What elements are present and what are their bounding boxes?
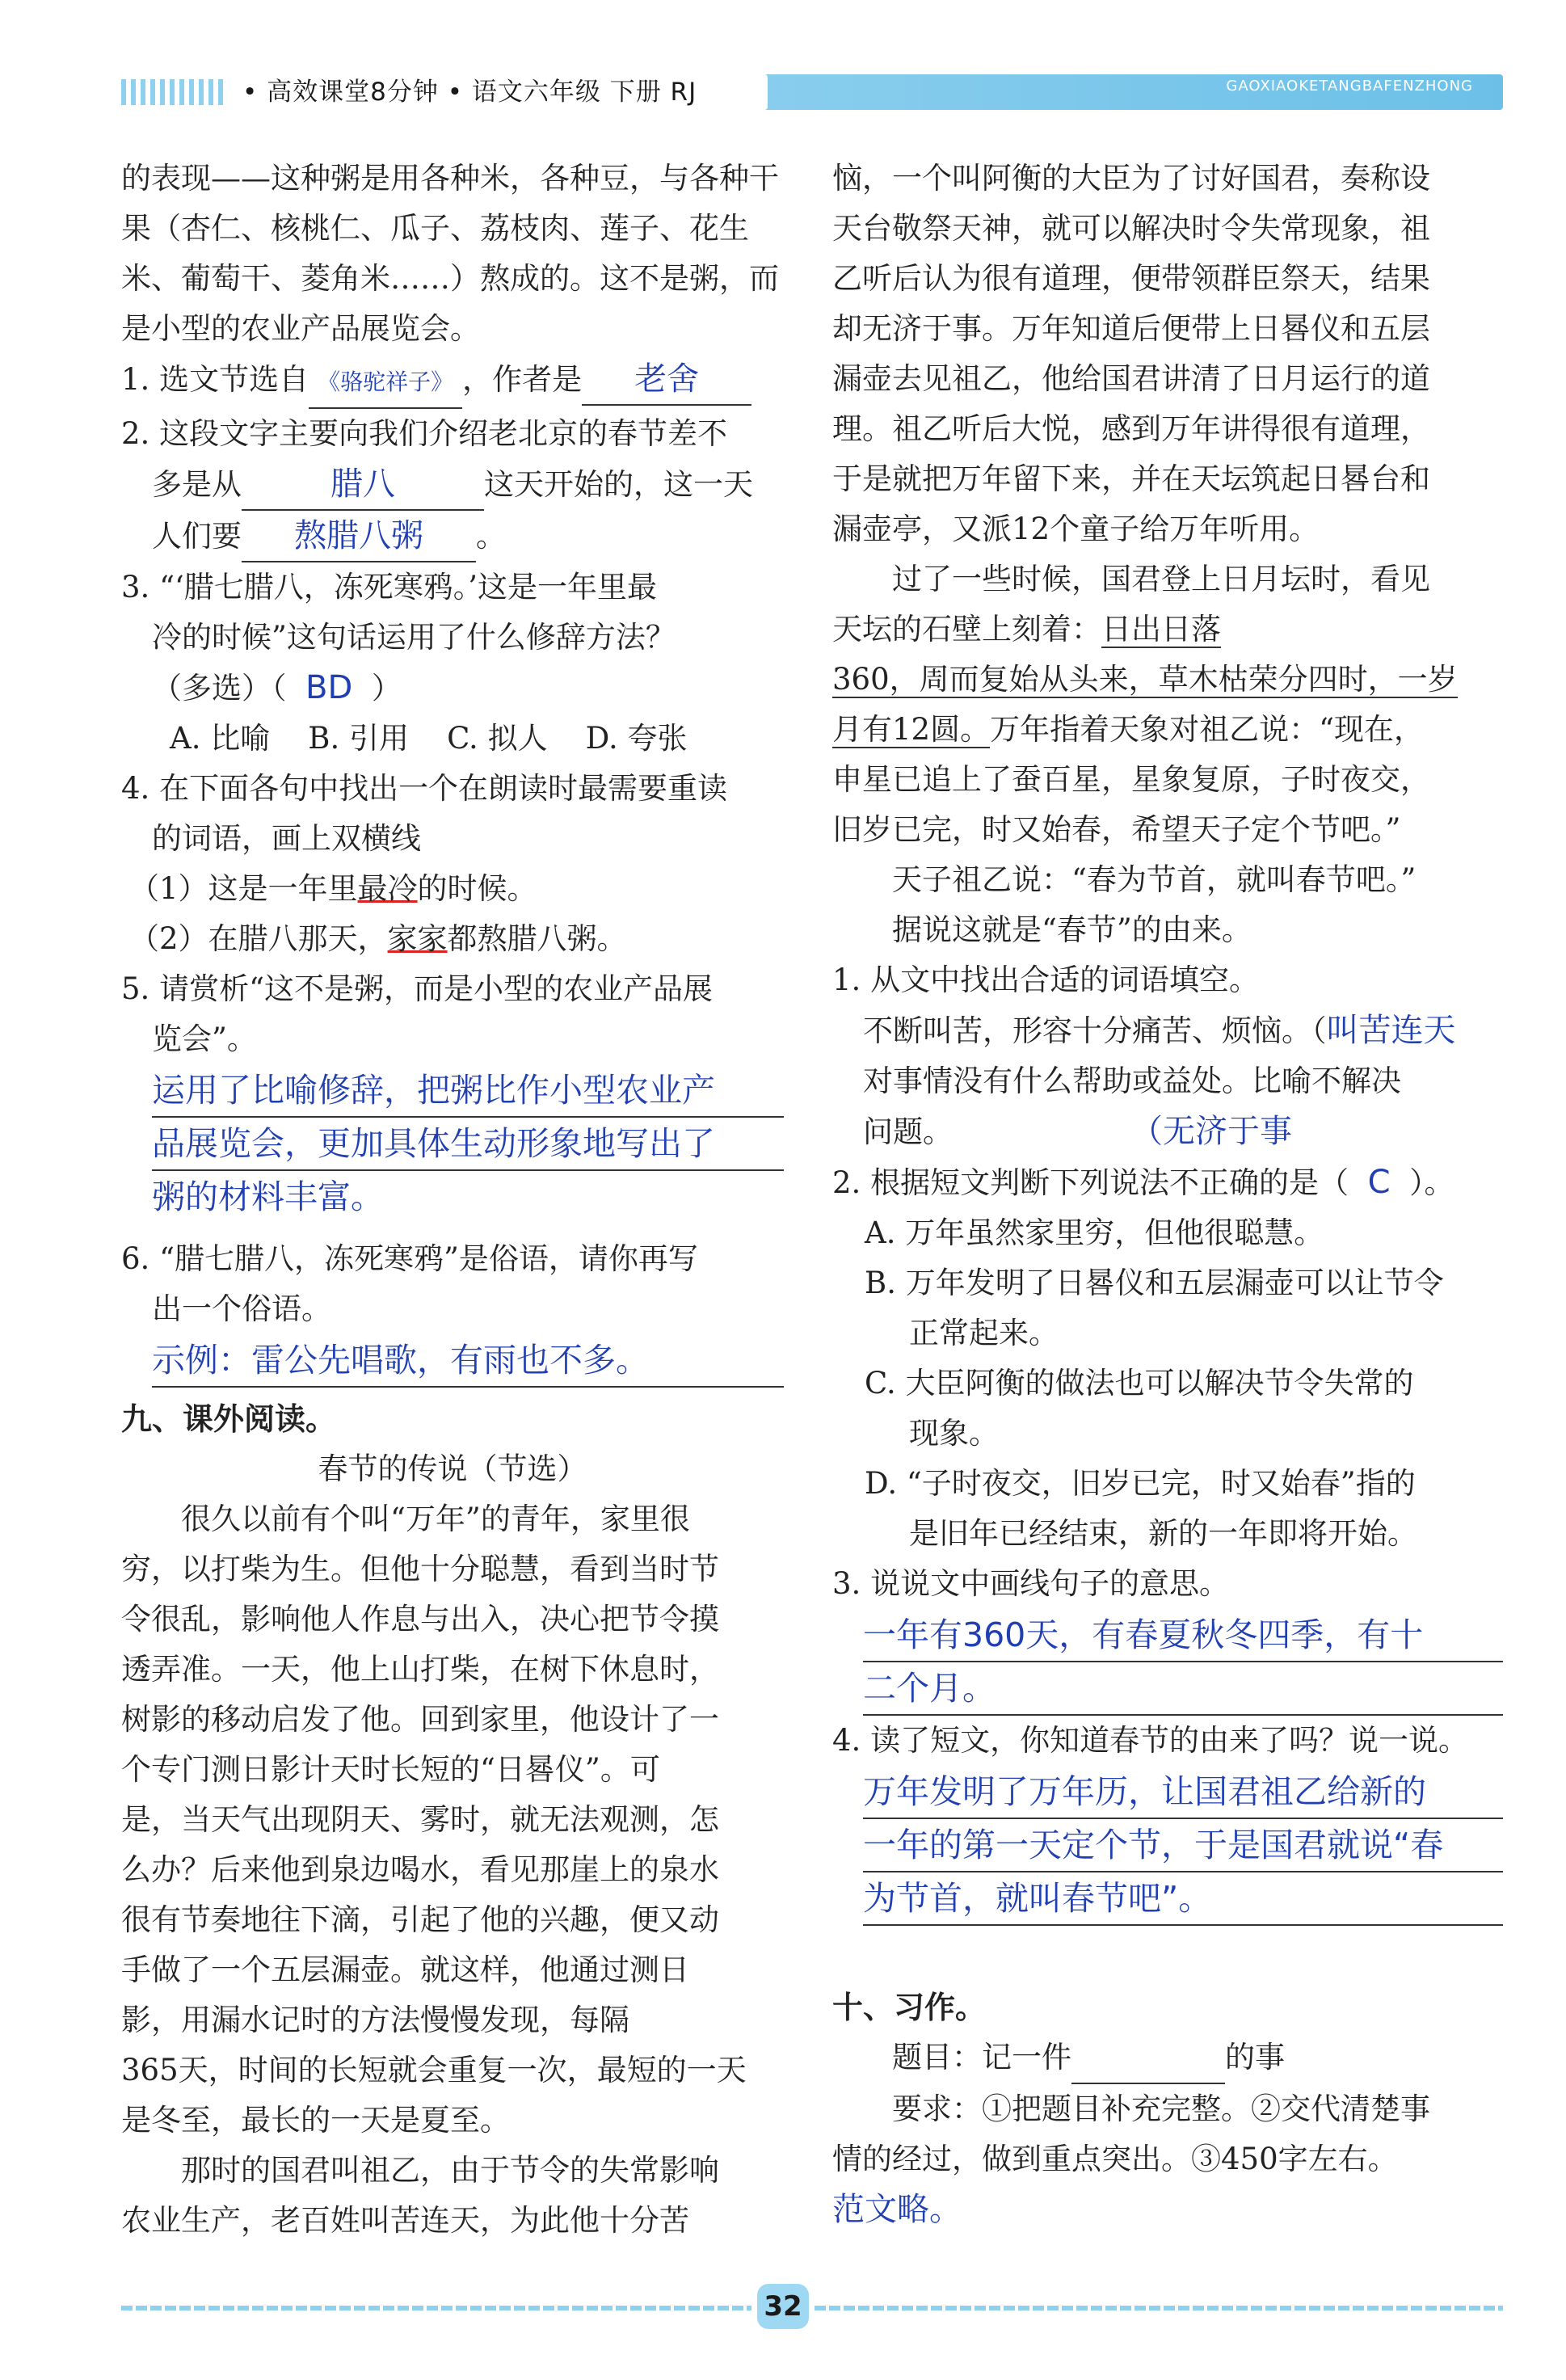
story-line: 影，用漏水记时的方法慢慢发现，每隔: [121, 2003, 629, 2037]
question-3-line: 3. “‘腊七腊八，冻死寒鸦。’这是一年里最: [121, 570, 657, 604]
story-line: 那时的国君叫祖乙，由于节令的失常影响: [181, 2153, 719, 2188]
story-line: 天坛的石壁上刻着：日出日落: [832, 612, 1221, 647]
header-stripe: [121, 79, 226, 105]
section-9-title: 九、课外阅读。: [121, 1401, 337, 1437]
story-line: 很有节奏地往下滴，引起了他的兴趣，便又动: [121, 1902, 719, 1937]
question-2-line: 人们要 熬腊八粥 。: [121, 511, 784, 562]
footer-line-left: [121, 2306, 751, 2310]
footer-line-right: [815, 2306, 1503, 2310]
story-line: 365天，时间的长短就会重复一次，最短的一天: [121, 2053, 747, 2087]
question-5-line: 览会”。: [152, 1022, 257, 1056]
rq2-option-b: B. 万年发明了日晷仪和五层漏壶可以让节令: [865, 1266, 1444, 1300]
story-line: 个专门测日影计天时长短的“日晷仪”。可: [121, 1752, 660, 1787]
page-number: 32: [757, 2284, 809, 2329]
story-title: 春节的传说（节选）: [318, 1451, 587, 1486]
question-6-line: 6. “腊七腊八，冻死寒鸦”是俗语，请你再写: [121, 1241, 698, 1276]
question-4-sentence-1: （1）这是一年里最冷的时候。: [129, 871, 537, 906]
rq1-line: 对事情没有什么帮助或益处。比喻不解决: [863, 1064, 1401, 1098]
rq1-line: 问题。 （无济于事: [863, 1113, 1292, 1150]
answer-1a: 《骆驼祥子》: [309, 357, 462, 409]
rq2-line: 2. 根据短文判断下列说法不正确的是（ C ）。: [832, 1164, 1454, 1201]
story-line: 据说这就是“春节”的由来。: [892, 912, 1252, 947]
question-6-line: 出一个俗语。: [152, 1291, 331, 1326]
answer-r1b: （无济于事: [1147, 1113, 1292, 1150]
writing-requirement: 情的经过，做到重点突出。③450字左右。: [832, 2142, 1398, 2176]
story-line: 于是就把万年留下来，并在天坛筑起日晷台和: [832, 461, 1430, 496]
rq4-line: 4. 读了短文，你知道春节的由来了吗？说一说。: [832, 1723, 1469, 1758]
intro-line: 米、葡萄干、菱角米……）熬成的。这不是粥，而: [121, 261, 779, 296]
story-line: 却无济于事。万年知道后便带上日晷仪和五层: [832, 311, 1430, 346]
story-line: 过了一些时候，国君登上日月坛时，看见: [892, 562, 1430, 596]
intro-line: 的表现——这种粥是用各种米，各种豆，与各种干: [121, 161, 779, 196]
story-line: [832, 655, 1503, 705]
story-line: 是冬至，最长的一天是夏至。: [121, 2103, 510, 2138]
answer-2a: 腊八: [242, 459, 484, 511]
header-pinyin: GAOXIAOKETANGBAFENZHONG: [1226, 78, 1473, 95]
rq3-line: 3. 说说文中画线句子的意思。: [832, 1566, 1230, 1601]
question-3-line: （多选）（ BD ）: [152, 669, 402, 706]
stressed-word-1: 最冷: [357, 871, 418, 906]
answer-3: BD: [305, 669, 353, 706]
rq2-option-d: 是旧年已经结束，新的一年即将开始。: [909, 1516, 1417, 1551]
story-line: 树影的移动启发了他。回到家里，他设计了一: [121, 1702, 719, 1737]
answer-2b: 熬腊八粥: [242, 511, 476, 562]
rq2-option-c: 现象。: [909, 1416, 999, 1451]
answer-1b: 老舍: [582, 354, 751, 406]
question-3-line: 冷的时候”这句话运用了什么修辞方法？: [152, 620, 676, 655]
rq2-option-b: 正常起来。: [909, 1316, 1059, 1350]
story-line: 手做了一个五层漏壶。就这样，他通过测日: [121, 1952, 689, 1987]
answer-r4: 万年发明了万年历，让国君祖乙给新的 一年的第一天定个节，于是国君就说“春 为节首，就叫春节吧”。: [832, 1766, 1503, 1926]
writing-topic: 题目：记一件 的事: [832, 2032, 1503, 2084]
question-3-options: A. 比喻 B. 引用 C. 拟人 D. 夸张: [170, 721, 688, 756]
rq2-option-a: A. 万年虽然家里穷，但他很聪慧。: [865, 1215, 1324, 1250]
story-line: 恼，一个叫阿衡的大臣为了讨好国君，奏称设: [832, 161, 1430, 196]
story-line: 天子祖乙说：“春为节首，就叫春节吧。”: [892, 862, 1417, 897]
story-line: 农业生产，老百姓叫苦连天，为此他十分苦: [121, 2203, 689, 2238]
section-10-title: 十、习作。: [832, 1990, 987, 2025]
story-line: 旧岁已完，时又始春，希望天子定个节吧。”: [832, 812, 1401, 847]
answer-5: 运用了比喻修辞，把粥比作小型农业产 品展览会，更加具体生动形象地写出了 粥的材料丰富。: [121, 1064, 784, 1223]
story-line: 么办？后来他到泉边喝水，看见那崖上的泉水: [121, 1852, 719, 1887]
story-line: 令很乱，影响他人作息与出入，决心把节令摸: [121, 1602, 719, 1637]
story-line: 是，当天气出现阴天、雾时，就无法观测，怎: [121, 1802, 719, 1837]
header-title: • 高效课堂8分钟 • 语文六年级 下册 RJ: [242, 78, 697, 107]
question-5-line: 5. 请赏析“这不是粥，而是小型的农业产品展: [121, 971, 713, 1006]
story-line: 月有12圆。万年指着天象对祖乙说：“现在，: [832, 712, 1425, 747]
rq1-line: 不断叫苦，形容十分痛苦、烦恼。（叫苦连天: [863, 1012, 1456, 1049]
underlined-sentence: 360，周而复始从头来，草木枯荣分四时，一岁: [832, 662, 1458, 697]
rq2-option-c: C. 大臣阿衡的做法也可以解决节令失常的: [865, 1366, 1414, 1401]
answer-r2: C: [1367, 1164, 1391, 1201]
rq1-line: 1. 从文中找出合适的词语填空。: [832, 963, 1260, 997]
topic-blank[interactable]: [1071, 2032, 1225, 2084]
stressed-word-2: 家家: [387, 921, 448, 956]
story-line: 申星已追上了蚕百星，星象复原，子时夜交，: [832, 762, 1430, 797]
story-line: 穷，以打柴为生。但他十分聪慧，看到当时节: [121, 1552, 719, 1586]
story-line: 漏壶亭，又派12个童子给万年听用。: [832, 512, 1320, 546]
story-line: 天台敬祭天神，就可以解决时令失常现象，祖: [832, 211, 1430, 246]
writing-requirement: 要求：①把题目补充完整。②交代清楚事: [892, 2091, 1430, 2126]
answer-r3: 一年有360天，有春夏秋冬四季，有十 二个月。: [832, 1609, 1503, 1716]
question-2-line: 2. 这段文字主要向我们介绍老北京的春节差不: [121, 416, 728, 451]
underlined-sentence: 月有12圆。: [832, 712, 991, 747]
rq2-option-d: D. “子时夜交，旧岁已完，时又始春”指的: [865, 1466, 1416, 1501]
story-line: 乙听后认为很有道理，便带领群臣祭天，结果: [832, 261, 1430, 296]
answer-6: 示例：雷公先唱歌，有雨也不多。: [121, 1334, 784, 1388]
question-4-line: 的词语，画上双横线: [152, 821, 421, 856]
intro-line: 是小型的农业产品展览会。: [121, 311, 480, 346]
story-line: 漏壶去见祖乙，他给国君讲清了日月运行的道: [832, 361, 1430, 396]
question-2-line: 多是从 腊八 这天开始的，这一天: [121, 459, 784, 511]
model-answer: 范文略。: [832, 2191, 962, 2228]
story-line: 很久以前有个叫“万年”的青年，家里很: [181, 1502, 690, 1536]
underlined-sentence: 日出日落: [1101, 612, 1221, 647]
answer-r1a: 叫苦连天: [1326, 1012, 1456, 1049]
story-line: 透弄准。一天，他上山打柴，在树下休息时，: [121, 1652, 719, 1687]
intro-line: 果（杏仁、核桃仁、瓜子、荔枝肉、莲子、花生: [121, 211, 749, 246]
story-line: 理。祖乙听后大悦，感到万年讲得很有道理，: [832, 411, 1430, 446]
question-4-line: 4. 在下面各句中找出一个在朗读时最需要重读: [121, 771, 728, 806]
question-1: 1. 选文节选自 《骆驼祥子》 ，作者是 老舍: [121, 354, 784, 409]
right-column: [832, 154, 1503, 2235]
left-column: [121, 154, 784, 2246]
question-4-sentence-2: （2）在腊八那天，家家都熬腊八粥。: [129, 921, 627, 956]
